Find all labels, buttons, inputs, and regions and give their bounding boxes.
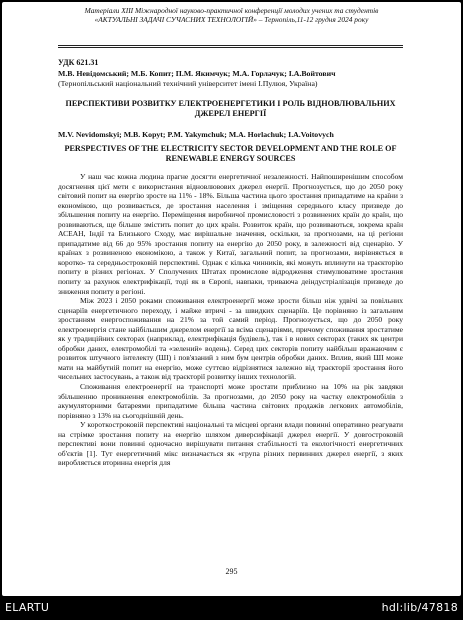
udk-code: УДК 621.31: [58, 58, 99, 67]
header-line-1: Матеріали XIII Міжнародної науково-практичної конференції молодих учених та студентів: [84, 6, 379, 15]
paragraph: Споживання електроенергії на транспорті може зростати приблизно на 10% на рік завдяки збільшенню проникнення електромобілів. За прогнозами, до 2050 року на частку електромобілів з акумуляторними батареями припадатиме більша частина світових продажів легкових автомобілів, порівняно з 13% на сьогоднішній день.: [58, 382, 403, 420]
article-body: [58, 172, 403, 468]
header-line-2: «АКТУАЛЬНІ ЗАДАЧІ СУЧАСНИХ ТЕХНОЛОГІЙ» – Тернопіль,11-12 грудня 2024 року: [94, 15, 369, 24]
paragraph: Між 2023 і 2050 роками споживання електроенергії може зрости більш ніж удвічі за повільних сценаріїв енергетичного переходу, і майже втричі - за швидких сценаріїв. Це порівняно із загальним зростанням енергоспоживання на 21% за той самий період. Прогнозується, що до 2050 року електроенергія стане найбільшим джерелом енергії за всіма сценаріями, причому споживання зростатиме як у традиційних секторах (наприклад, електрифікація будівель), так і в нових секторах (таких як центри обробки даних, електромобілі та «зелений» водень). Серед цих секторів попиту найбільш вражаючим є розвиток штучного інтелекту (ШІ) і пов'язаний з ним бум центрів обробки даних. Вплив, який ШІ може мати на майбутній попит на енергію, може суттєво відрізнятися залежно від траєкторії зростання його чисельних застосувань, а також від траєкторії розвитку інших технологій.: [58, 296, 403, 382]
paragraph: У короткостроковій перспективі національні та місцеві органи влади повинні оперативно реагувати на стрімке зростання попиту на енергію шляхом диверсифікації джерел енергії. У довгостроковій перспективі вони повинні одночасно вирішувати питання стабільності та екологічності енергетичних об'єктів [1]. Тут енергетичний мікс визначається як «група різних первинних джерел енергії, з яких виробляється вторинна енергія для: [58, 420, 403, 468]
title-ukrainian: ПЕРСПЕКТИВИ РОЗВИТКУ ЕЛЕКТРОЕНЕРГЕТИКИ І РОЛЬ ВІДНОВЛЮВАЛЬНИХ ДЖЕРЕЛ ЕНЕРГІЇ: [65, 99, 396, 118]
authors-ukrainian: М.В. Невідомський; М.Б. Копит; П.М. Якимчук; М.А. Горлачук; І.А.Войтович: [58, 69, 336, 78]
document-page: [2, 2, 461, 596]
handle-id: hdl:lib/47818: [381, 601, 458, 614]
page-number: 295: [225, 567, 238, 576]
paragraph: У наш час кожна людина прагне досягти енергетичної незалежності. Найпоширенішим способом досягнення цієї мети є використання відновлювових джерел енергії. Прогнозується, що до 2050 року світовий попит на енергію зросте на 11% - 18%. Більша частина цього зростання припадатиме на країни з економікою, що розвивається, де зростання населення і зміщення середнього класу призведе до збільшення попиту на енергію. Переміщення виробничої промисловості з розвинених країн до країн, що розвиваються, ще більше змістить попит до цих країн. Розвиток країн, що розвиваються, зокрема країн АСЕАН, Індії та Близького Сходу, має вирішальне значення, оскільки, за прогнозами, на ці регіони припадатиме від 66 до 95% зростання попиту на енергію до 2050 року, в залежності від сценарію. У країнах з розвиненою економікою, а також у Китаї, загальний попит, за прогнозами, вирівняється в коротко- та середньостроковій перспективі. Однак є кілька чинників, які можуть вплинути на траєкторію попиту в різних регіонах. У Сполучених Штатах промислове відродження стимулюватиме зростання попиту за рахунок електрифікації, тоді як в Європі, навпаки, триваюча деіндустріалізація призведе до зниження попиту в регіоні.: [58, 172, 403, 296]
footer-bar: [0, 596, 463, 620]
authors-english: M.V. Nevidomskyi; M.B. Kopyt; P.M. Yakymchuk; M.A. Horlachuk; I.A.Voitovych: [58, 130, 334, 139]
affiliation: (Тернопільський національний технічний університет імені І.Пулюя, Україна): [58, 79, 318, 88]
header-rule-thin: [58, 47, 403, 48]
conference-header: [2, 6, 461, 24]
header-rule: [58, 45, 403, 46]
title-english: PERSPECTIVES OF THE ELECTRICITY SECTOR DEVELOPMENT AND THE ROLE OF RENEWABLE ENERGY SOURCES: [64, 144, 397, 163]
repository-name: ELARTU: [5, 601, 50, 614]
